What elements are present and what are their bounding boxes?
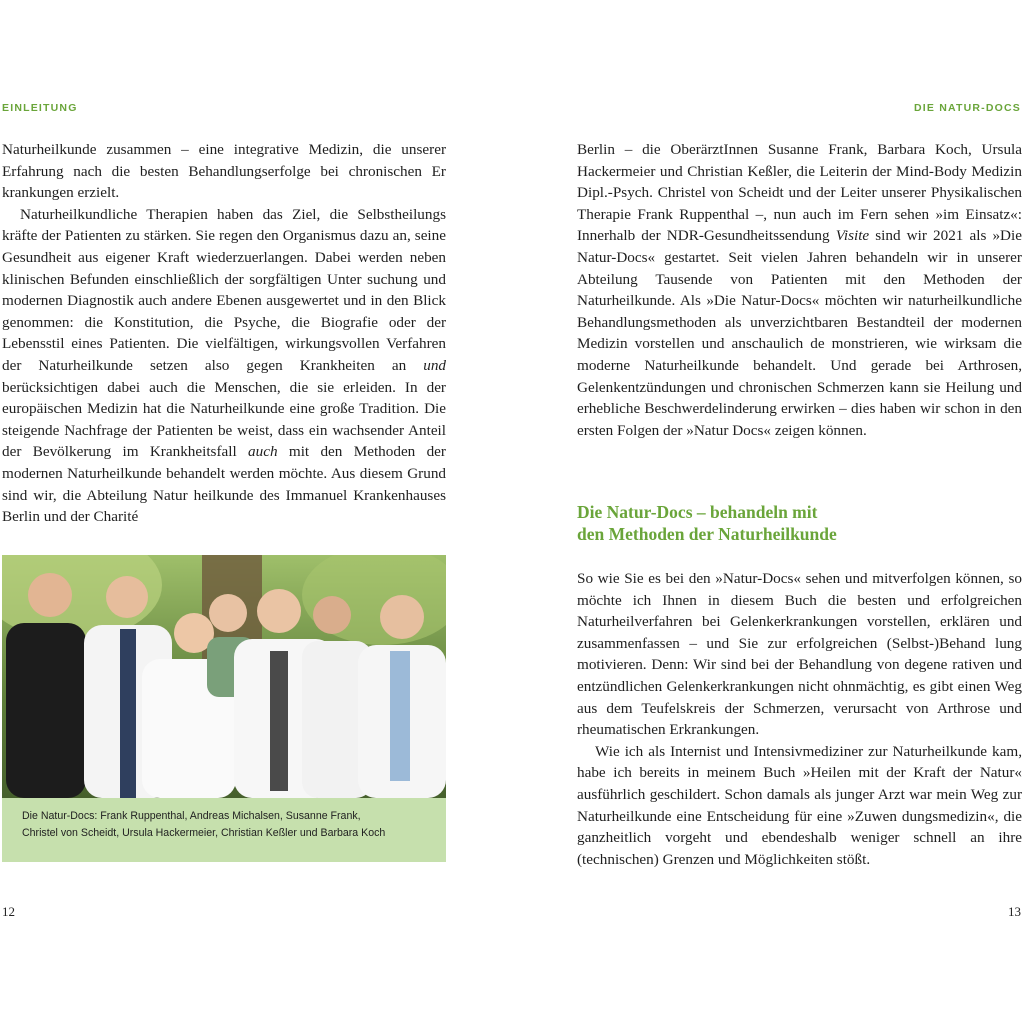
text-line: mit den Methoden der modernen Naturheilkunde behandelt bbox=[2, 443, 446, 482]
text-line: den Methoden der Naturheilkunde. Als »Die Natur-Docs« möchten bbox=[577, 270, 1022, 310]
text-line: von Arthrose und rheumatischen Erkrankungen. bbox=[577, 699, 1022, 739]
text-line: neben klinischen Befunden einschließlich der sorgfältigen Unter bbox=[2, 248, 446, 288]
text-line: Krankheiten an bbox=[299, 356, 424, 374]
running-head-left: EINLEITUNG bbox=[2, 102, 78, 114]
text-line: und in den Blick genommen: die Konstitution, die Psyche, die bbox=[2, 292, 446, 331]
team-photo bbox=[2, 555, 446, 798]
text-line: erwirken – dies haben wir schon in den ersten Folgen der »Natur bbox=[577, 400, 1022, 439]
right-page-body-bottom bbox=[577, 568, 1022, 870]
text-line: berücksichtigen dabei auch die Menschen, die bbox=[2, 378, 318, 396]
text-line: schnell an ihre (technischen) Grenzen und Möglichkeiten stößt. bbox=[577, 829, 1023, 868]
caption-line: Die Natur-Docs: Frank Ruppenthal, Andreas Michalsen, Susanne Frank, bbox=[22, 810, 361, 822]
text-line: so möchte ich Ihnen in diesem Buch die besten und erfolgreichen bbox=[577, 570, 1022, 609]
text-line: sehen »im Einsatz«: Innerhalb der NDR-Gesundheitssendung bbox=[577, 205, 1023, 245]
text-line: es gibt einen Weg aus dem Teufelskreis der Schmerzen, verursacht bbox=[577, 677, 1022, 717]
text-line: seine Gesundheit aus eigener Kraft wiederzuerlangen. Dabei werden bbox=[2, 227, 446, 266]
caption-line: Christel von Scheidt, Ursula Hackermeier, Christian Keßler und Barbara Koch bbox=[22, 827, 386, 839]
text-line: weist, dass ein wachsender Anteil der Bevölkerung im Krankheitsfall bbox=[2, 421, 446, 461]
emphasis: auch bbox=[248, 443, 289, 461]
text-line: dungsmedizin«, die ganzheitlich vorgeht und ebendeshalb weniger bbox=[577, 807, 1023, 847]
team-photo-illustration bbox=[2, 555, 446, 798]
text-line: Naturheilkundliche Therapien haben das Ziel, die Selbstheilungs bbox=[20, 205, 446, 223]
section-heading bbox=[577, 501, 1022, 545]
text-line: kam, habe ich bereits in meinem Buch »Heilen mit der Kraft der bbox=[577, 742, 1022, 782]
text-line: sie erleiden. In der europäischen Medizin hat die Naturheilkunde bbox=[2, 378, 446, 418]
text-line: Schmerzen kann sie Heilung und erhebliche Beschwerdelinderung bbox=[577, 378, 1022, 418]
text-line: Erfahrung nach die besten Behandlungserfolge bei chronischen Er bbox=[2, 162, 446, 180]
paragraph bbox=[2, 139, 446, 204]
text-line: Naturheilkunde zusammen – eine integrative Medizin, die unserer bbox=[2, 141, 446, 158]
heading-line: den Methoden der Naturheilkunde bbox=[577, 524, 837, 544]
text-line: wir naturheilkundliche Behandlungsmethoden als unverzichtbaren bbox=[577, 292, 1022, 331]
text-line: Docs« zeigen können. bbox=[732, 421, 867, 439]
text-line: lung motivieren. Denn: Wir sind bei der Behandlung von degene bbox=[577, 634, 1022, 674]
paragraph bbox=[577, 741, 1022, 871]
text-line: Biografie oder der Lebensstil eines Patienten. Die vielfältigen, bbox=[2, 313, 447, 353]
text-line: rativen und entzündlichen Gelenkerkrankungen nicht ohnmächtig, bbox=[577, 656, 1022, 695]
photo-caption bbox=[2, 798, 446, 862]
heading-line: Die Natur-Docs – behandeln mit bbox=[577, 502, 818, 522]
text-line: Physikalischen Therapie Frank Ruppenthal –, nun auch im Fern bbox=[577, 184, 1022, 223]
text-line: werden möchte. Aus diesem Grund sind wir, die Abteilung Natur bbox=[2, 464, 447, 504]
text-line: mein Weg zur Naturheilkunde eine Entscheidung für eine »Zuwen bbox=[577, 785, 1022, 825]
right-page-body-top bbox=[577, 139, 1022, 441]
text-line: Hackermeier und Christian Keßler, die Leiterin der Mind-Body bbox=[577, 162, 967, 180]
running-head-right: DIE NATUR-DOCS bbox=[913, 102, 1021, 114]
page-number-right: 13 bbox=[1008, 904, 1021, 919]
left-page-body bbox=[2, 139, 446, 528]
text-line: und zusammenfassen – und Sie zur erfolgreichen (Selbst-)Behand bbox=[577, 613, 1022, 652]
text-line: Wie ich als Internist und Intensivmediziner zur Naturheilkunde bbox=[595, 742, 993, 760]
text-line: Berlin – die OberärztInnen Susanne Frank, Barbara Koch, Ursula bbox=[577, 141, 1022, 158]
paragraph bbox=[577, 568, 1022, 741]
text-line: krankungen erzielt. bbox=[2, 184, 120, 202]
paragraph bbox=[577, 139, 1022, 441]
text-line: Naturheilverfahren bei Gelenkerkrankungen vorstellen, erklären bbox=[577, 613, 1000, 631]
text-line: Natur« ausführlich geschildert. Schon damals als junger Arzt war bbox=[577, 764, 1022, 803]
text-line: eine große Tradition. Die steigende Nachfrage der Patienten be bbox=[2, 400, 446, 439]
text-line: So wie Sie es bei den »Natur-Docs« sehen und mitverfolgen können, bbox=[577, 570, 1009, 587]
text-line: heilkunde des Immanuel Krankenhauses Berlin und der Charité bbox=[2, 486, 446, 526]
text-line: behandeln wir in unserer Abteilung Tausende von Patienten mit bbox=[577, 248, 1022, 288]
text-line: sind wir 2021 als »Die Natur-Docs« gestartet. Seit vielen Jahren bbox=[577, 227, 1022, 266]
text-line: kräfte der Patienten zu stärken. Sie regen den Organismus dazu an, bbox=[2, 227, 415, 245]
text-line: suchung und modernen Diagnostik auch andere Ebenen ausgewertet bbox=[2, 270, 446, 310]
paragraph bbox=[2, 204, 446, 528]
text-line: wirkungsvollen Verfahren der Naturheilkunde setzen also gegen bbox=[2, 335, 446, 374]
page-number-left: 12 bbox=[2, 904, 15, 919]
text-line: Bestandteil der modernen Medizin vorstellen und anschaulich de bbox=[577, 313, 1022, 353]
emphasis: und bbox=[423, 356, 446, 374]
text-line: monstrieren, wie wirksam die moderne Naturheilkunde behandelt. bbox=[577, 335, 1023, 374]
text-line: Medizin Dipl.-Psych. Christel von Scheidt und der Leiter unserer bbox=[577, 162, 1022, 202]
text-line: Und gerade bei Arthrosen, Gelenkentzündungen und chronischen bbox=[577, 356, 1022, 396]
emphasis: Visite bbox=[835, 227, 876, 245]
